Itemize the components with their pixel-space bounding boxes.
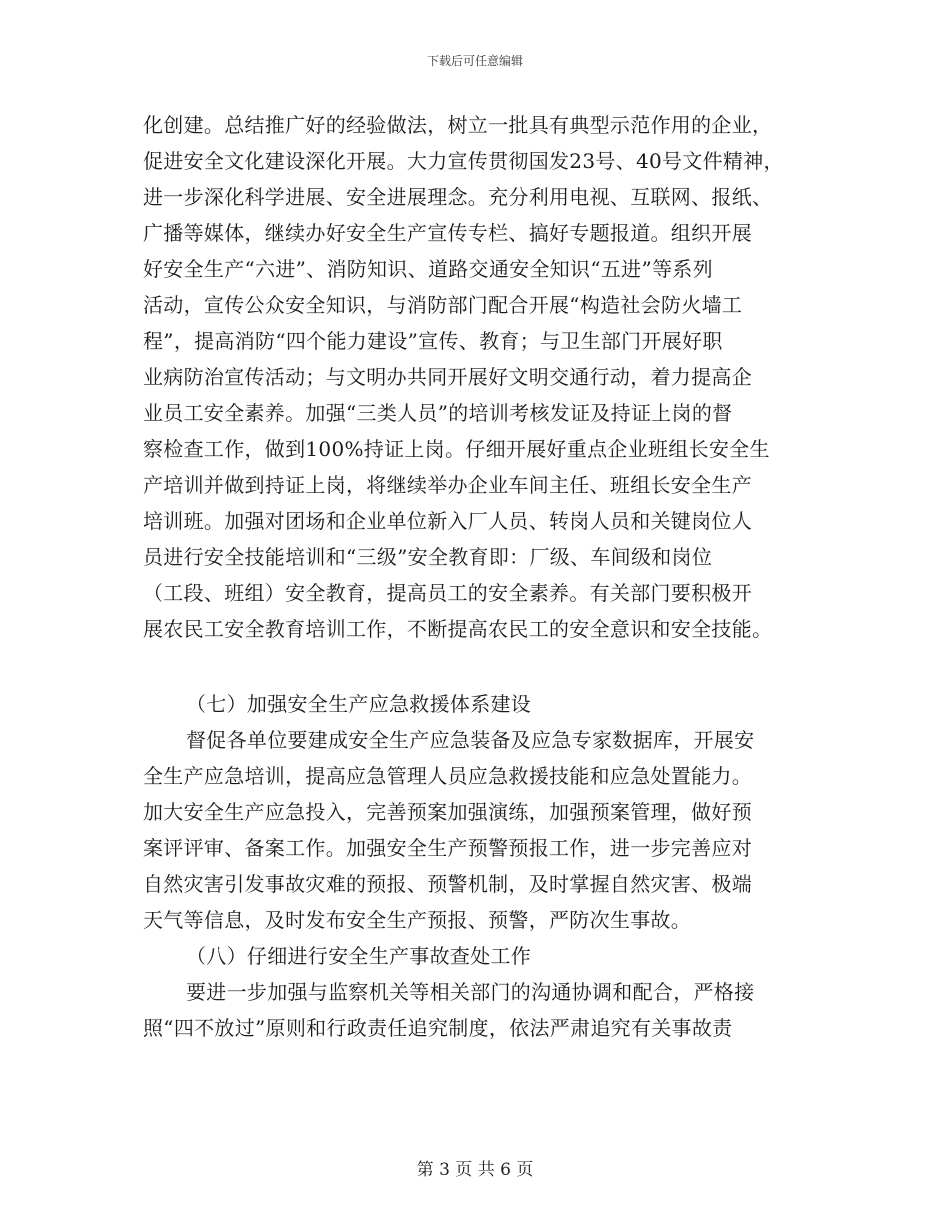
body-line: 促进安全文化建设深化开展。大力宣传贯彻国发23号、40号文件精神， — [143, 149, 784, 173]
body-line: 化创建。总结推广好的经验做法，树立一批具有典型示范作用的企业， — [143, 113, 773, 137]
body-line: 案评评审、备案工作。加强安全生产预警预报工作，进一步完善应对 — [143, 836, 752, 860]
body-line: 展农民工安全教育培训工作，不断提高农民工的安全意识和安全技能。 — [143, 617, 773, 641]
body-line: 天气等信息，及时发布安全生产预报、预警，严防次生事故。 — [143, 908, 692, 932]
body-line: 察检查工作，做到100%持证上岗。仔细开展好重点企业班组长安全生 — [143, 437, 770, 461]
body-line: （工段、班组）安全教育，提高员工的安全素养。有关部门要积极开 — [143, 581, 752, 605]
section-heading-8: （八）仔细进行安全生产事故查处工作 — [186, 944, 532, 968]
body-line: 业员工安全素养。加强“三类人员”的培训考核发证及持证上岗的督 — [143, 401, 733, 425]
body-line: 产培训并做到持证上岗，将继续举办企业车间主任、班组长安全生产 — [143, 473, 752, 497]
section-heading-7: （七）加强安全生产应急救援体系建设 — [186, 692, 532, 716]
body-line: 培训班。加强对团场和企业单位新入厂人员、转岗人员和关键岗位人 — [143, 509, 752, 533]
body-line: 全生产应急培训，提高应急管理人员应急救援技能和应急处置能力。 — [143, 764, 752, 788]
body-line: 进一步深化科学进展、安全进展理念。充分利用电视、互联网、报纸、 — [143, 185, 773, 209]
body-line: 要进一步加强与监察机关等相关部门的沟通协调和配合，严格接 — [186, 980, 755, 1004]
body-line: 业病防治宣传活动；与文明办共同开展好文明交通行动，着力提高企 — [143, 365, 752, 389]
body-line: 广播等媒体，继续办好安全生产宣传专栏、搞好专题报道。组织开展 — [143, 221, 752, 245]
body-line: 程”，提高消防“四个能力建设”宣传、教育；与卫生部门开展好职 — [143, 329, 723, 353]
body-line: 自然灾害引发事故灾难的预报、预警机制，及时掌握自然灾害、极端 — [143, 872, 752, 896]
page-number-footer: 第 3 页 共 6 页 — [416, 1160, 534, 1180]
body-line: 督促各单位要建成安全生产应急装备及应急专家数据库，开展安 — [186, 728, 755, 752]
body-line: 好安全生产“六进”、消防知识、道路交通安全知识“五进”等系列 — [143, 257, 713, 281]
body-line: 加大安全生产应急投入，完善预案加强演练，加强预案管理，做好预 — [143, 800, 752, 824]
body-line: 员进行安全技能培训和“三级”安全教育即：厂级、车间级和岗位 — [143, 545, 713, 569]
body-line: 活动，宣传公众安全知识，与消防部门配合开展“构造社会防火墙工 — [143, 293, 743, 317]
body-line: 照“四不放过”原则和行政责任追究制度，依法严肃追究有关事故责 — [143, 1016, 733, 1040]
page-header-note: 下载后可任意编辑 — [426, 54, 523, 68]
